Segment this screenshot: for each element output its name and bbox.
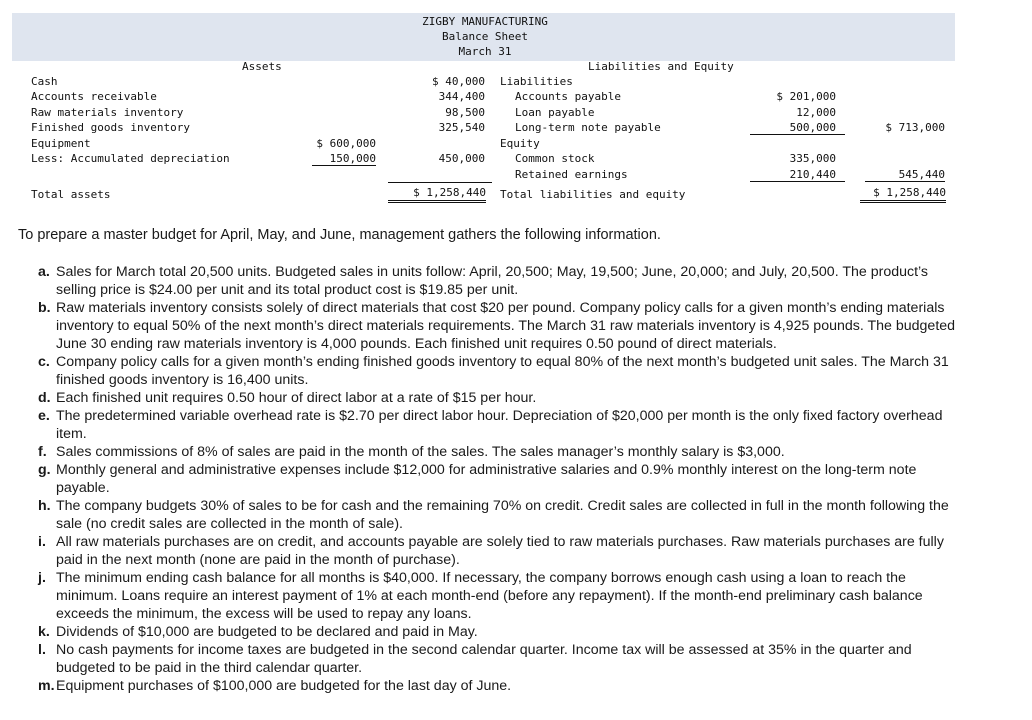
- total-equity-value: 545,440: [865, 168, 945, 182]
- requirement-text: Monthly general and administrative expenses include $12,000 for administrative salaries and 0.9% monthly interest on the long-term note payable.: [56, 462, 917, 496]
- requirement-item: [38, 677, 958, 695]
- loan-label: Loan payable: [515, 106, 595, 119]
- intro-text: To prepare a master budget for April, May, and June, management gathers the following information.: [18, 227, 661, 243]
- requirement-item: [38, 533, 958, 569]
- requirement-text: The predetermined variable overhead rate is $2.70 per direct labor hour. Depreciation of $20,000 per month is the only fixed factory overhead item.: [56, 408, 943, 442]
- cash-value: $ 40,000: [432, 75, 485, 88]
- requirement-item: [38, 623, 958, 641]
- total-assets-label: Total assets: [31, 188, 111, 201]
- retained-earnings-value: 210,440: [750, 168, 845, 182]
- requirement-letter: m.: [38, 678, 55, 694]
- loan-value: 12,000: [796, 106, 836, 119]
- requirement-text: No cash payments for income taxes are budgeted in the second calendar quarter. Income tax will be assessed at 35% in the quarter and budgeted to be paid in the third calendar quarter.: [56, 642, 912, 676]
- requirement-letter: b.: [38, 300, 51, 316]
- requirement-item: [38, 641, 958, 677]
- requirement-letter: i.: [38, 534, 46, 550]
- requirement-text: The minimum ending cash balance for all months is $40,000. If necessary, the company borrows enough cash using a loan to reach the minimum. Loans require an interest payment of 1% at each month-end (before any repayment). If the month-end preliminary cash balance exceeds the minimum, the excess will be used to repay any loans.: [56, 570, 923, 622]
- equipment-value: $ 600,000: [316, 137, 376, 150]
- requirement-text: Company policy calls for a given month’s ending finished goods inventory to equal 80% of the next month’s budgeted unit sales. The March 31 finished goods inventory is 16,400 units.: [56, 354, 949, 388]
- requirement-item: [38, 389, 958, 407]
- requirement-text: Each finished unit requires 0.50 hour of direct labor at a rate of $15 per hour.: [56, 390, 537, 406]
- common-stock-value: 335,000: [789, 152, 836, 165]
- ar-label: Accounts receivable: [31, 90, 157, 103]
- requirement-item: [38, 569, 958, 623]
- total-le-value: $ 1,258,440: [860, 186, 946, 203]
- common-stock-label: Common stock: [515, 152, 595, 165]
- total-le-label: Total liabilities and equity: [500, 188, 686, 201]
- raw-materials-label: Raw materials inventory: [31, 106, 184, 119]
- finished-goods-label: Finished goods inventory: [31, 121, 190, 134]
- requirement-letter: k.: [38, 624, 50, 640]
- requirement-letter: e.: [38, 408, 50, 424]
- requirement-letter: l.: [38, 642, 46, 658]
- requirement-letter: d.: [38, 390, 51, 406]
- requirement-letter: h.: [38, 498, 51, 514]
- requirement-text: Equipment purchases of $100,000 are budgeted for the last day of June.: [56, 678, 512, 694]
- requirement-letter: c.: [38, 354, 50, 370]
- requirement-text: Sales commissions of 8% of sales are paid in the month of the sales. The sales manager’s monthly salary is $3,000.: [56, 444, 785, 460]
- accum-depr-value: 150,000: [312, 152, 376, 166]
- ap-value: $ 201,000: [776, 90, 836, 103]
- liabilities-header: Liabilities: [500, 75, 573, 88]
- requirement-item: [38, 263, 958, 299]
- assets-total-rule: [388, 182, 492, 183]
- total-liabilities-value: $ 713,000: [885, 121, 945, 134]
- requirement-letter: a.: [38, 264, 50, 280]
- requirement-letter: f.: [38, 444, 47, 460]
- requirement-text: The company budgets 30% of sales to be for cash and the remaining 70% on credit. Credit sales are collected in full in the month following the sale (no credit sales are collected in the month of sale).: [56, 498, 949, 532]
- ltn-label: Long-term note payable: [515, 121, 661, 134]
- statement-title: Balance Sheet: [441, 30, 529, 43]
- requirement-text: Raw materials inventory consists solely of direct materials that cost $20 per pound. Company policy calls for a given month’s ending materials inventory to equal 50% of the next month’s direct materials requirements. The March 31 raw materials inventory is 4,925 pounds. The budgeted June 30 ending raw materials inventory is 4,000 pounds. Each finished unit requires 0.50 pound of direct materials.: [56, 300, 956, 352]
- net-equipment-value: 450,000: [438, 152, 485, 165]
- liab-eq-header: Liabilities and Equity: [588, 60, 734, 73]
- requirements-list: [38, 263, 958, 695]
- requirement-item: [38, 497, 958, 533]
- assets-header: Assets: [242, 60, 282, 73]
- company-name: ZIGBY MANUFACTURING: [422, 15, 548, 28]
- finished-goods-value: 325,540: [438, 121, 485, 134]
- accum-depr-label: Less: Accumulated depreciation: [31, 152, 230, 165]
- requirement-text: Dividends of $10,000 are budgeted to be declared and paid in May.: [56, 624, 478, 640]
- requirement-letter: g.: [38, 462, 51, 478]
- requirement-item: [38, 461, 958, 497]
- statement-date: March 31: [458, 45, 512, 58]
- ap-label: Accounts payable: [515, 90, 621, 103]
- requirement-text: All raw materials purchases are on credit, and accounts payable are solely tied to raw materials purchases. Raw materials purchases are fully paid in the next month (none are paid in the month of purchase).: [56, 534, 944, 568]
- requirement-item: [38, 443, 958, 461]
- retained-earnings-label: Retained earnings: [515, 168, 628, 181]
- requirement-letter: j.: [38, 570, 46, 586]
- equipment-label: Equipment: [31, 137, 91, 150]
- raw-materials-value: 98,500: [445, 106, 485, 119]
- total-assets-value: $ 1,258,440: [388, 186, 486, 203]
- equity-header: Equity: [500, 137, 540, 150]
- ar-value: 344,400: [438, 90, 485, 103]
- requirement-text: Sales for March total 20,500 units. Budgeted sales in units follow: April, 20,500; May, 19,500; June, 20,000; and July, 20,500. The product’s selling price is $24.00 per unit and its total product cost is $19.85 per unit.: [56, 264, 929, 298]
- requirement-item: [38, 299, 958, 353]
- requirement-item: [38, 353, 958, 389]
- ltn-value: 500,000: [750, 121, 845, 135]
- requirement-item: [38, 407, 958, 443]
- cash-label: Cash: [31, 75, 58, 88]
